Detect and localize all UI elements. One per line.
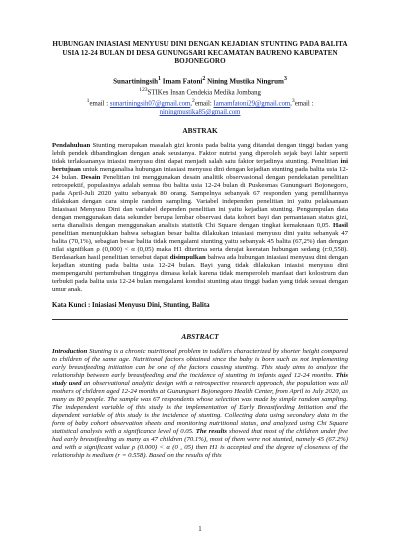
author-name: Imam Fatoni bbox=[160, 77, 203, 86]
email-superscript: 2 bbox=[191, 98, 195, 105]
abstract-label-design: This study used bbox=[52, 371, 348, 387]
keywords-label: Kata Kunci : bbox=[52, 302, 93, 310]
abstrak-paragraph bbox=[52, 142, 348, 294]
abstrak-label-desain: Desain bbox=[80, 174, 101, 182]
abstract-text: showed that most of the children under five had early breastfeeding as many as 47 children (70.1%), most of them were not stunted, namely 45 (67.2%) and with a significant value ρ (0.000) < α (0 , 05) then H1 is accepted and the degree of closeness of the relationship is medium (r = 0.558). Based on the results of this bbox=[52, 427, 349, 459]
author-superscript: 3 bbox=[283, 75, 287, 82]
abstrak-heading: ABSTRAK bbox=[182, 126, 218, 136]
abstrak-text: bahwa ada hubungan iniasiasi menyusu dini dengan kejadian stunting pada balita usia 12-24 bulan. Bayi yang tidak dilakukan iniasisi menyusu dini mempengaruhi pertumbuhan tingginya dimasa kelak karena tidak memperoleh manfaat dari kolostrum dan terbukti pada balita usia 12-24 bulan mengalami kondisi stunting atau tinggi badan yang tidak sesuai dengan umur anak. bbox=[52, 254, 348, 294]
abstract-paragraph bbox=[52, 348, 348, 460]
affiliation-superscript: 123 bbox=[139, 86, 148, 93]
email-link-2[interactable]: Iamamfatoni29@gmail.com bbox=[213, 100, 291, 108]
email-label: email : bbox=[294, 100, 314, 108]
paper-title: HUBUNGAN INIASIASI MENYUSU DINI DENGAN KEJADIAN STUNTING PADA BALITA USIA 12-24 BULAN DI DESA GUNUNGSARI KECAMATAN BAURENO KABUPATEN BOJONEGORO bbox=[52, 40, 348, 66]
abstract-text: an observational analytic design with a retrospective research approach, the population was all mothers of children aged 12-24 months at Gunungsari Bojonegoro Health Center, from April to July 2020, as many as 80 people. The sample was 67 respondents whose selection was made by simple random sampling. The independent variable of this study is the implementation of Early Breastfeeding Initiation and the dependent variable of this study is the incidence of stunting. Collecting data using secondary data in the form of baby cohort observation sheets and monitoring nutritional status, and analyzed using Chi Square statistical analysis with a significance level of 0.05. bbox=[52, 379, 348, 435]
author-name: Sunartiningsih bbox=[113, 77, 159, 86]
abstract-label-introduction: Introduction bbox=[52, 347, 88, 355]
abstract-heading: ABSTRACT bbox=[181, 331, 219, 341]
email-link-3[interactable]: niningmustika85@gmail.com bbox=[159, 109, 241, 117]
page-number: 1 bbox=[198, 526, 202, 533]
section-divider bbox=[52, 319, 348, 320]
author-name: Nining Mustika Ningrum bbox=[205, 77, 284, 86]
abstrak-text: penelitian menunjukkan bahwa sebagian besar balita dilakukan iniasiasi menyusu dini yaitu sebanyak 47 balita (70,1%), sebagian besar balita tidak mengalami stunting yaitu sebanyak 45 balita (67,2%) dan dengan nilai signifikan ρ (0,000) < α (0,05) maka H1 diterima serta derajat keeratan hubungan sedang (r:0,558). Berdasarkan hasil penelitian tersebut dapat bbox=[52, 230, 348, 262]
author-superscript: 2 bbox=[202, 75, 206, 82]
abstrak-label-pendahuluan: Pendahuluan bbox=[52, 142, 91, 150]
abstrak-text: Penelitian ini menggunakan desain analitik observasional dengan pendekatan penelitian retrospektif, populasinya adalah semua ibu balita usia 12-24 bulan di Puskesmas Gunungsari Bojonegoro, pada April-Juli 2020 yaitu sebanyak 80 orang. Sampelnya sebanyak 67 responden yang pemilihannya dilakukan dengan cara simple random sampling. Variabel independen penelitian ini yaitu pelaksanaan Iniasisasi Menyusu Dini dan variabel dependen penelitian ini yaitu kejadian stunting. Pengumpulan data dengan menggunakan data sekunder berupa lembar observasi data kohort bayi dan pemantauan status gizi, serta dianalisis dengan menggunakan analisis statistik Chi Square dengan tingkat kemaknaan 0,05. bbox=[52, 174, 348, 230]
abstrak-label-hasil: Hasil bbox=[332, 222, 348, 230]
author-emails: $^1$email : sunartiningsih07@gmail.com,$^2$email: Iamamfatoni29@gmail.com,$^3$email : niningmustika85@gmail.com bbox=[86, 98, 314, 117]
abstrak-text: untuk menganalisa hubungan iniasiasi menyusu dini dengan kejadian stunting pada balita usia 12-24 bulan. bbox=[52, 166, 348, 182]
affiliation-text: STIKes Insan Cendekia Medika Jombang bbox=[147, 89, 261, 96]
keywords bbox=[52, 302, 348, 310]
abstract-label-results: The results bbox=[195, 427, 228, 435]
email-superscript: 1 bbox=[86, 98, 90, 105]
author-list bbox=[52, 75, 348, 86]
email-superscript: 3 bbox=[291, 98, 295, 105]
abstrak-label-simpulan: disimpulkan bbox=[169, 254, 206, 262]
keywords-value: Iniasiasi Menyusu Dini, Stunting, Balita bbox=[92, 302, 210, 310]
abstract-text: Stunting is a chronic nutritional problem in toddlers characterized by shorter height compared to children of the same age. Nutritional factors obtained since the baby is born such as not implementing early breastfeeding initiation can be one of the factors causing stunting. This study aims to analyze the relationship between early breastfeeding and the incidence of stunting in infants aged 12-24 months. bbox=[52, 347, 348, 379]
email-label: email: bbox=[194, 100, 214, 108]
abstrak-text: Stunting merupakan masalah gizi kronis pada balita yang ditandai dengan tinggi badan yang lebih pendek dibandingkan dengan anak seusianya. Faktor nutrisi yang diperoleh sejak bayi lahir seperti tidak terlaksananya iniasisi menyusu dini dapat menjadi salah satu faktor terjadinya stunting. Penelitian bbox=[52, 142, 348, 166]
email-label: email : bbox=[89, 100, 110, 108]
affiliation bbox=[52, 86, 348, 98]
abstrak-label-tujuan: ini bertujuan bbox=[52, 158, 348, 174]
email-link-1[interactable]: sunartiningsih07@gmail.com bbox=[109, 100, 191, 108]
author-superscript: 1 bbox=[158, 75, 161, 82]
